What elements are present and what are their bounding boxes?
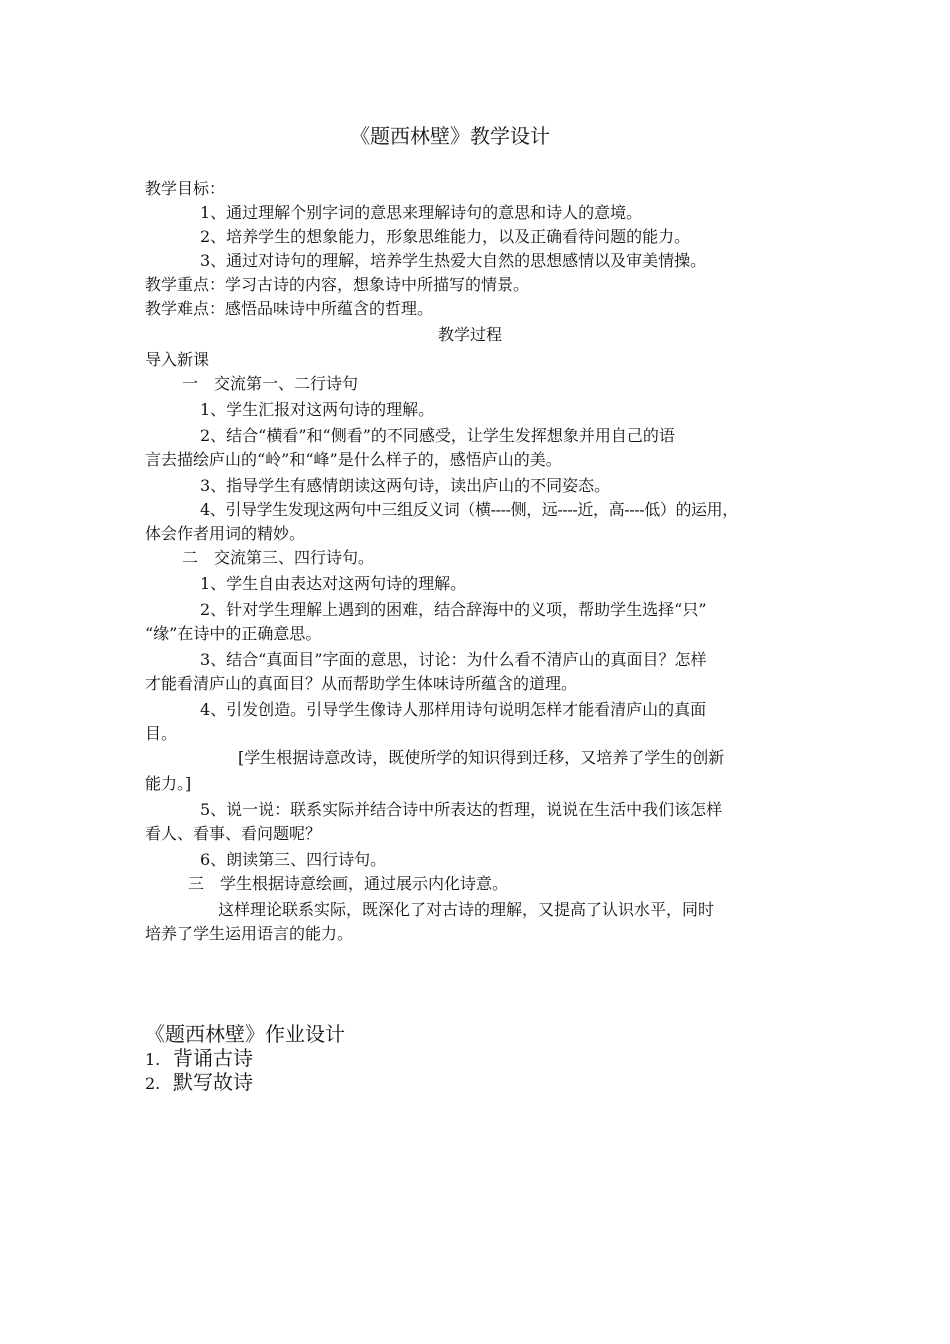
list-item: 2、针对学生理解上遇到的困难，结合辞海中的义项，帮助学生选择“只” xyxy=(200,600,707,619)
list-item: 6、朗读第三、四行诗句。 xyxy=(200,850,387,869)
section-heading-3: 三 学生根据诗意绘画，通过展示内化诗意。 xyxy=(188,874,509,893)
section-heading-2: 二 交流第三、四行诗句。 xyxy=(182,548,375,567)
key-point: 教学重点：学习古诗的内容，想象诗中所描写的情景。 xyxy=(145,275,530,294)
teaching-note: [学生根据诗意改诗，既使所学的知识得到迁移，又培养了学生的创新 xyxy=(238,748,725,767)
goal-item: 3、通过对诗句的理解，培养学生热爱大自然的思想感情以及审美情操。 xyxy=(200,251,707,270)
homework-item-text: 背诵古诗 xyxy=(173,1046,253,1070)
summary-paragraph-continued: 培养了学生运用语言的能力。 xyxy=(145,924,354,943)
homework-item-text: 默写故诗 xyxy=(173,1070,253,1094)
list-item: 3、结合“真面目”字面的意思，讨论：为什么看不清庐山的真面目？怎样 xyxy=(200,650,707,669)
list-item: 5、说一说：联系实际并结合诗中所表达的哲理，说说在生活中我们该怎样 xyxy=(200,800,723,819)
list-item: 4、引导学生发现这两句中三组反义词（横----侧，远----近，高----低）的运用， xyxy=(200,500,738,519)
list-item: 3、指导学生有感情朗读这两句诗，读出庐山的不同姿态。 xyxy=(200,476,611,495)
list-item-continued: “缘”在诗中的正确意思。 xyxy=(145,624,322,643)
goal-item: 1、通过理解个别字词的意思来理解诗句的意思和诗人的意境。 xyxy=(200,203,643,222)
section-heading-1: 一 交流第一、二行诗句 xyxy=(182,374,359,393)
list-item: 2、结合“横看”和“侧看”的不同感受，让学生发挥想象并用自己的语 xyxy=(200,426,675,445)
list-item-continued: 体会作者用词的精妙。 xyxy=(145,524,306,543)
homework-title: 《题西林壁》作业设计 xyxy=(145,1022,345,1046)
list-item-continued: 才能看清庐山的真面目？从而帮助学生体味诗所蕴含的道理。 xyxy=(145,674,578,693)
process-heading: 教学过程 xyxy=(437,325,502,344)
list-item: 1、学生汇报对这两句诗的理解。 xyxy=(200,400,435,419)
list-item: 4、引发创造。引导学生像诗人那样用诗句说明怎样才能看清庐山的真面 xyxy=(200,700,707,719)
document-title: 《题西林壁》教学设计 xyxy=(350,124,550,148)
difficulty: 教学难点：感悟品味诗中所蕴含的哲理。 xyxy=(145,299,434,318)
list-item-continued: 看人、看事、看问题呢？ xyxy=(145,824,322,843)
homework-item-number: 1. xyxy=(145,1050,161,1069)
list-item-continued: 目。 xyxy=(145,724,178,743)
intro-heading: 导入新课 xyxy=(145,350,210,369)
homework-item-number: 2. xyxy=(145,1074,161,1093)
summary-paragraph: 这样理论联系实际，既深化了对古诗的理解，又提高了认识水平，同时 xyxy=(218,900,715,919)
homework-item xyxy=(145,1068,253,1098)
list-item-continued: 言去描绘庐山的“岭”和“峰”是什么样子的，感悟庐山的美。 xyxy=(145,450,562,469)
teaching-note-continued: 能力。] xyxy=(145,774,192,793)
goals-heading: 教学目标： xyxy=(145,179,226,198)
goal-item: 2、培养学生的想象能力，形象思维能力，以及正确看待问题的能力。 xyxy=(200,227,691,246)
list-item: 1、学生自由表达对这两句诗的理解。 xyxy=(200,574,467,593)
